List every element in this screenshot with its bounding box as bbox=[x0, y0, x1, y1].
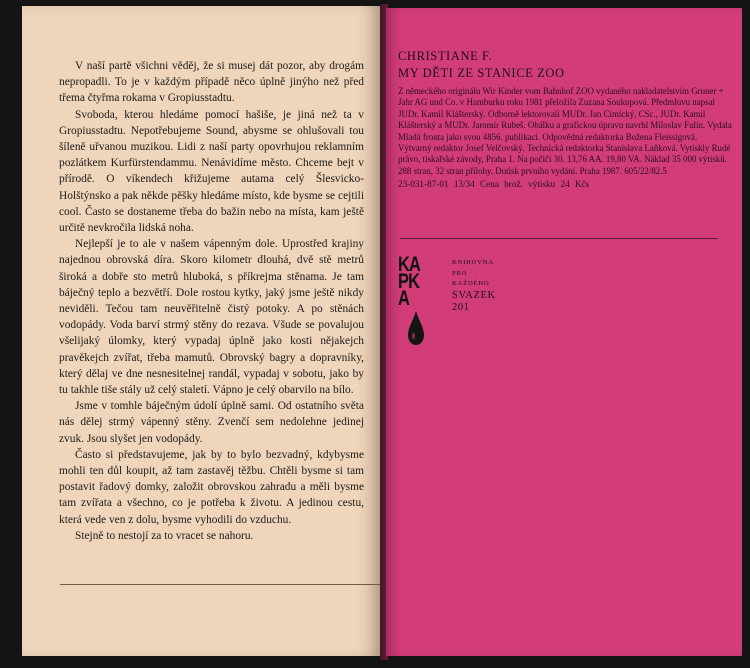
paragraph: Svoboda, kterou hledáme pomocí hašiše, je jiná než ta v Gropiusstadtu. Nepotřebujeme Sound, abysme se ohlušovali tou šíleně uřvanou muzikou. Lidi z naší party opovrhujou reklamním pozlátkem Kurfürstendammu. Nenávidíme město. Chceme bejt v přírodě. O víkendech křižujeme autama celý Šlesvicko-Holštýnsko a pak někde pěšky hledáme místo, kde bysme se cejtili cool. Často se dostaneme třeba do bažin nebo na místa, kam ještě určitě nevkročila lidská noha. bbox=[59, 108, 364, 235]
series-line: KAŽDÉHO bbox=[452, 280, 490, 288]
paragraph: Nejlepší je to ale v našem vápenným dole. Uprostřed krajiny najednou obrovská díra. Skoro kilometr dlouhá, dvě stě metrů široká a dobře sto metrů hluboká, s příkrejma stěnama. Je tam báječný teplo a bezvětří. Dole rostou kytky, jaký jsme ještě nikdy neviděli. Tečou tam neuvěřitelně čistý potoky. A po stěnách vodopády. Voda barví strmý stěny do rezava. Všude se povalujou všelijaký úlomky, který vypadaj úplně jako kosti nějakejch pravěkejch zvířat, třeba mamutů. Obrovský bagry a dopravníky, který dělaj ve dne nesnesitelnej randál, vypadaj v sobotu, jako by tu takhle tiše stály už celý staletí. Vápno je celý obarvilo na bílo. bbox=[59, 238, 364, 397]
series-number: 201 bbox=[452, 301, 470, 313]
paragraph: Stejně to nestojí za to vracet se nahoru. bbox=[75, 529, 254, 542]
imprint-text: Z německého originálu Wir Kinder vom Bahnhof ZOO vydaného nakladatelstvím Gruner + Jahr AG und Co. v Hamburku roku 1981 přeložila Zuzana Soukupová. Předmluvu napsal JUDr. Kamil Klášterský. Odborně lektorovali MUDr. Jan Cimický, CSc., JUDr. Kamil Klášterský a MUDr. Jaromír Rubeš. Obálku a grafickou úpravu navrhl Miloslav Fulín. Vydala Mladá fronta jako svou 4856. publikaci. Odpovědná redaktorka Božena Fleissigová. Výtvarný redaktor Josef Velčovský. Technická redaktorka Stanislava Laňková. Vytiskly Rudé právo, tiskařské závody, Praha 1. Na počiči 30. 13,76 AA. 19,80 VA. Náklad 35 000 výtisků. 288 stran, 32 stran přílohy. Dotisk prvního vydání. Praha 1987. 605/22/82.5 bbox=[398, 86, 732, 176]
paragraph: Jsme v tomhle báječným údolí úplně sami. Od ostatního světa nás dělej strmý vápenný stěny. Zvenčí sem nedolehne jedinej zvuk. Jsou slyšet jen vodopády. bbox=[59, 400, 364, 445]
publisher-logo bbox=[398, 253, 538, 368]
body-text bbox=[59, 58, 364, 544]
logo-text: KAPKA bbox=[398, 253, 421, 310]
author-name: CHRISTIANE F. bbox=[398, 49, 493, 63]
paragraph: Často si představujeme, jak by to bylo bezvadný, kdybysme mohli ten důl koupit, až tam zastavěj těžbu. Chtěli bysme si tam postavit řadový domky, založit obrovskou zahradu a měli bysme tam zvířata a všechno, co je potřeba k životu. A jedinou cestu, která vede ven z dolu, bysme vyhodili do vzduchu. bbox=[59, 448, 364, 526]
series-label bbox=[452, 258, 496, 314]
section-rule bbox=[400, 238, 718, 239]
paragraph: V naší partě všichni věděj, že si musej dát pozor, aby drogám nepropadli. To je v každým případě něco úplně jinýho než před třema čtyřma rokama v Gropiusstadtu. bbox=[59, 60, 364, 105]
page-rule bbox=[60, 584, 390, 585]
imprint-block bbox=[398, 48, 732, 189]
left-page bbox=[22, 6, 380, 656]
series-line: SVAZEK bbox=[452, 289, 496, 301]
right-page bbox=[386, 8, 742, 656]
drop-icon bbox=[407, 310, 425, 346]
series-line: KNIHOVNA bbox=[452, 259, 494, 266]
book-title: MY DĚTI ZE STANICE ZOO bbox=[398, 66, 565, 80]
series-line: PRO bbox=[452, 269, 468, 277]
price-line: 23-031-87-01 13/34 Cena brož. výtisku 24 Kčs bbox=[398, 179, 590, 190]
logo-wordmark bbox=[398, 253, 431, 310]
